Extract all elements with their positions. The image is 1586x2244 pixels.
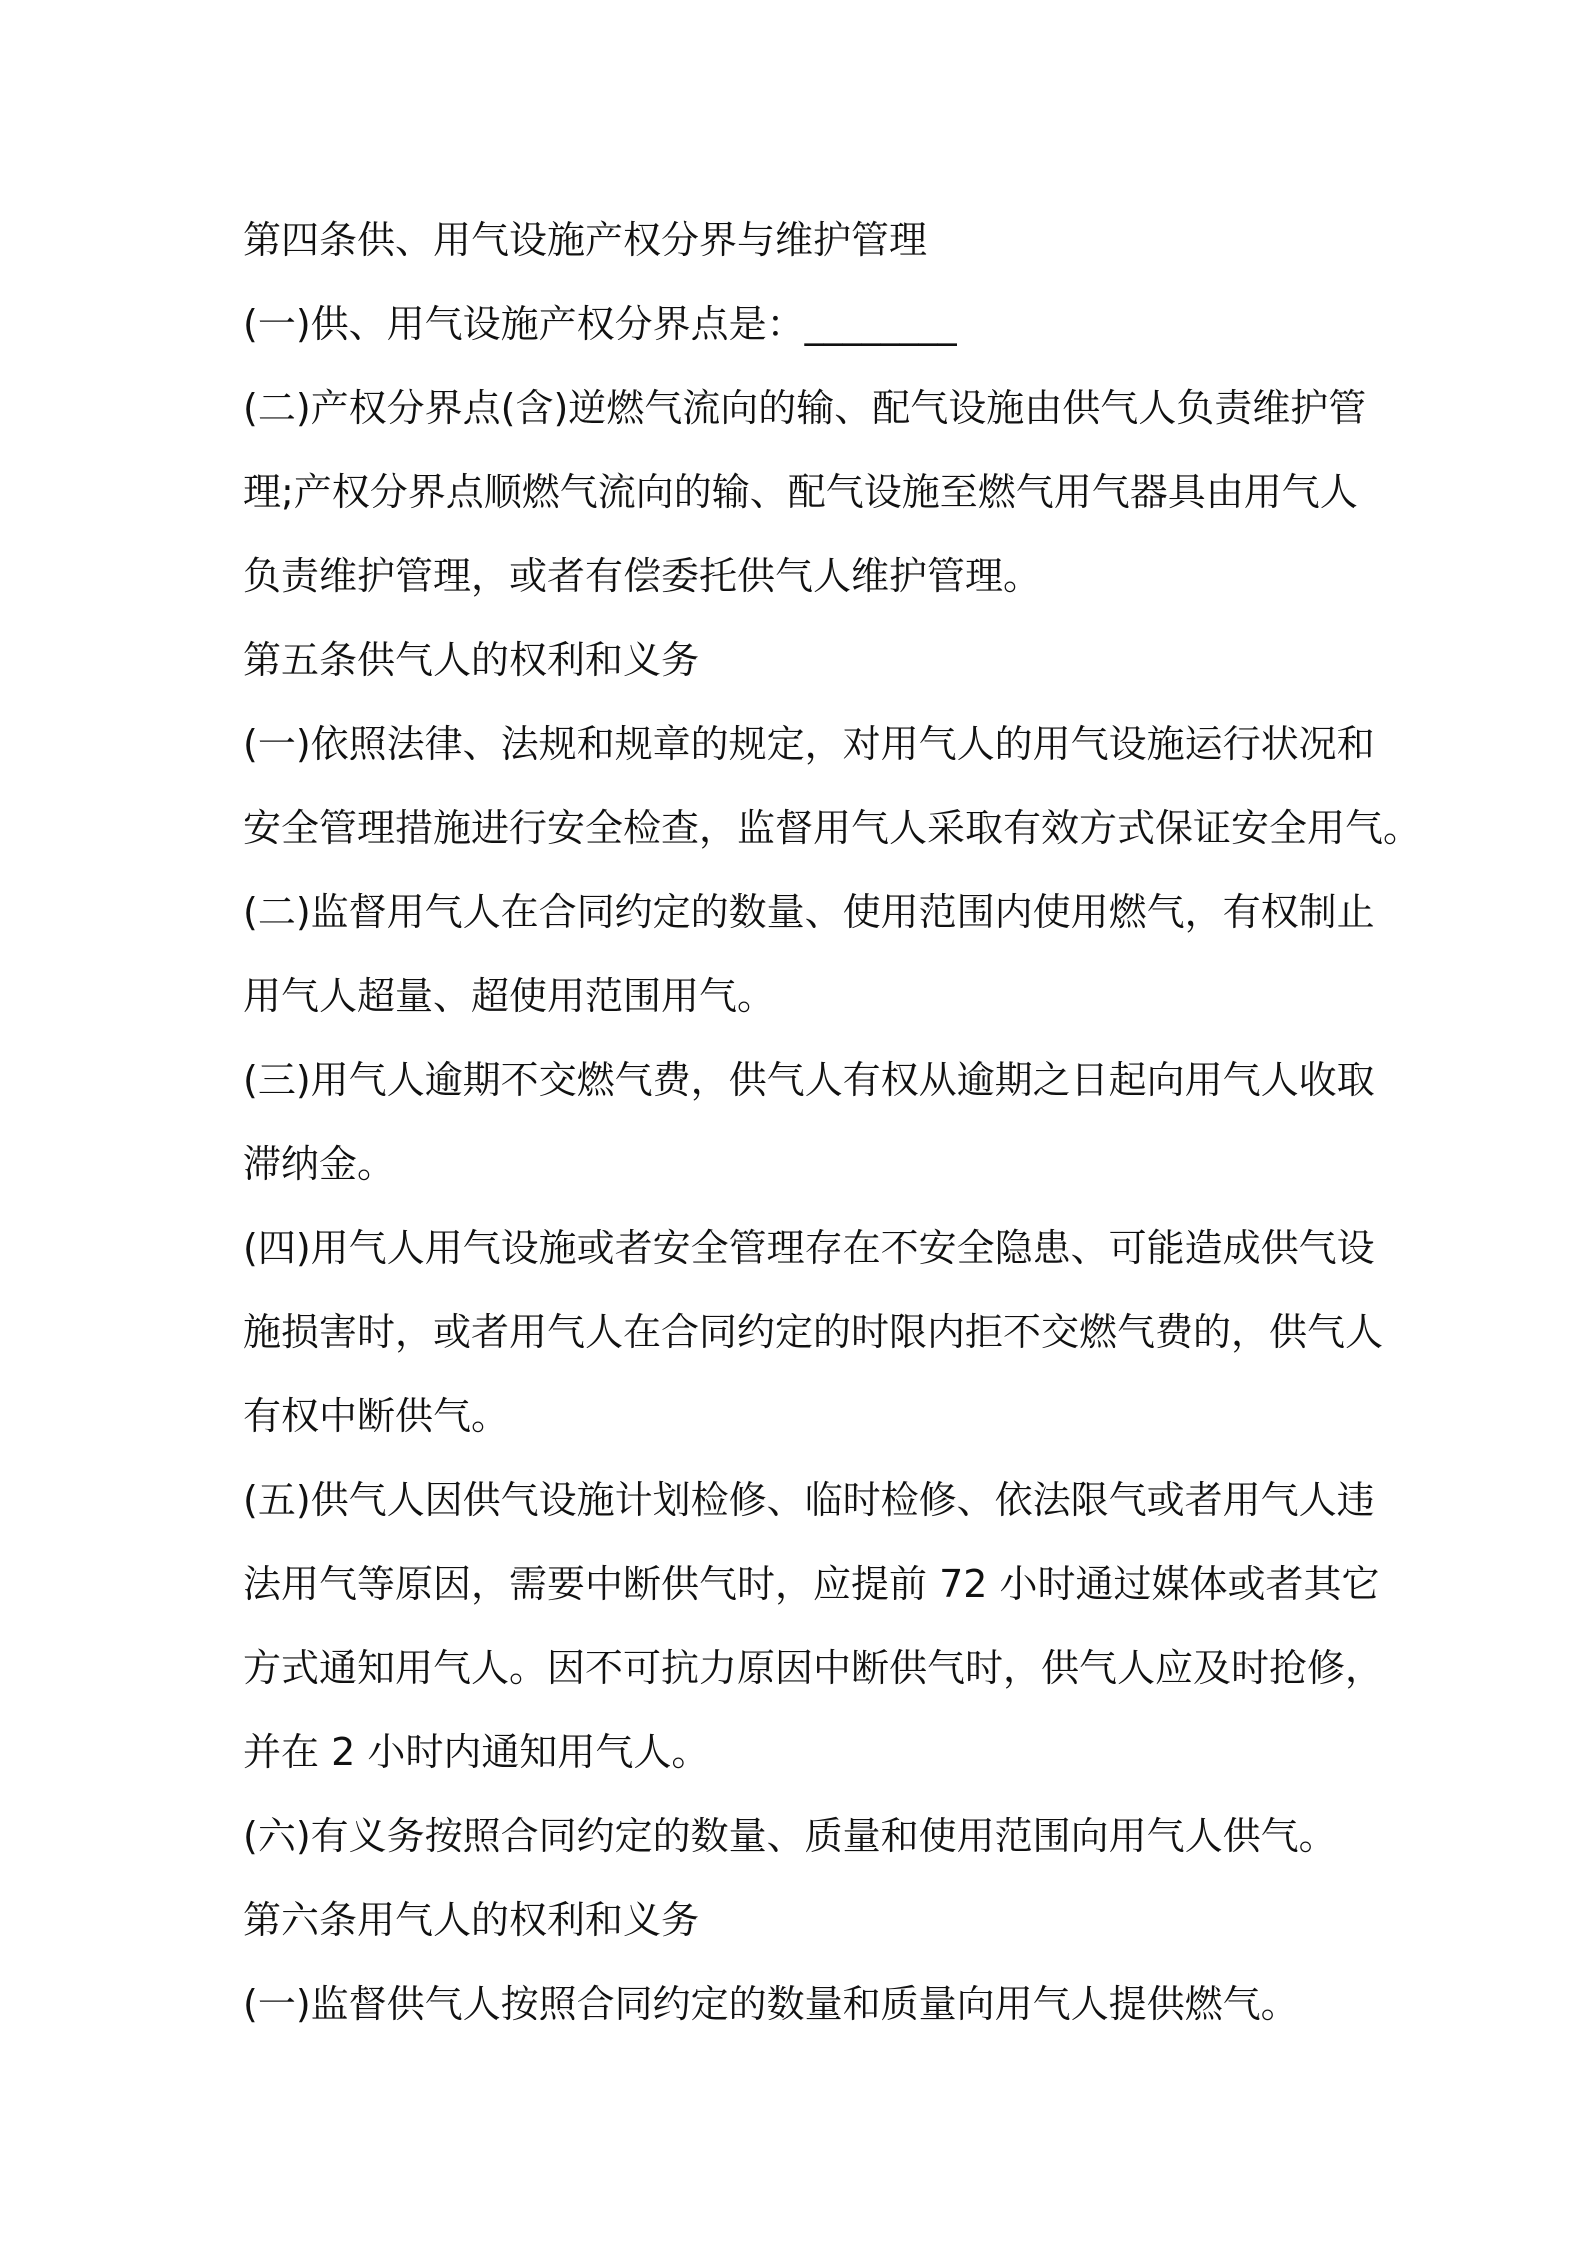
clause-text-line: 理;产权分界点顺燃气流向的输、配气设施至燃气用气器具由用气人 [243, 470, 1358, 514]
clause-text-line: 负责维护管理，或者有偿委托供气人维护管理。 [243, 554, 1042, 598]
clause-text-line: 有权中断供气。 [243, 1394, 510, 1438]
clause-text-line: (二)产权分界点(含)逆燃气流向的输、配气设施由供气人负责维护管 [243, 386, 1367, 430]
article-5-heading: 第五条供气人的权利和义务 [243, 638, 700, 682]
article-4-heading: 第四条供、用气设施产权分界与维护管理 [243, 218, 928, 262]
clause-text-line: 滞纳金。 [243, 1142, 396, 1186]
clause-text-line: (一)监督供气人按照合同约定的数量和质量向用气人提供燃气。 [243, 1982, 1299, 2026]
clause-text-line: (一)依照法律、法规和规章的规定，对用气人的用气设施运行状况和 [243, 722, 1375, 766]
clause-text-line: (五)供气人因供气设施计划检修、临时检修、依法限气或者用气人违 [243, 1478, 1375, 1522]
clause-text-line: 方式通知用气人。因不可抗力原因中断供气时，供气人应及时抢修， [243, 1646, 1384, 1690]
clause-text-line: 用气人超量、超使用范围用气。 [243, 974, 776, 1018]
clause-text-line: 法用气等原因，需要中断供气时，应提前 72 小时通过媒体或者其它 [243, 1562, 1380, 1606]
clause-text-line: 安全管理措施进行安全检查，监督用气人采取有效方式保证安全用气。 [243, 806, 1422, 850]
clause-text-line: (二)监督用气人在合同约定的数量、使用范围内使用燃气，有权制止 [243, 890, 1375, 934]
clause-text-line: 施损害时，或者用气人在合同约定的时限内拒不交燃气费的，供气人 [243, 1310, 1384, 1354]
clause-text-line: (三)用气人逾期不交燃气费，供气人有权从逾期之日起向用气人收取 [243, 1058, 1375, 1102]
document-body [243, 198, 1422, 2046]
clause-text-line: (一)供、用气设施产权分界点是：________ [243, 302, 957, 346]
article-6-heading: 第六条用气人的权利和义务 [243, 1898, 700, 1942]
clause-text-line: (六)有义务按照合同约定的数量、质量和使用范围向用气人供气。 [243, 1814, 1337, 1858]
clause-text-line: 并在 2 小时内通知用气人。 [243, 1730, 710, 1774]
clause-text-line: (四)用气人用气设施或者安全管理存在不安全隐患、可能造成供气设 [243, 1226, 1375, 1270]
